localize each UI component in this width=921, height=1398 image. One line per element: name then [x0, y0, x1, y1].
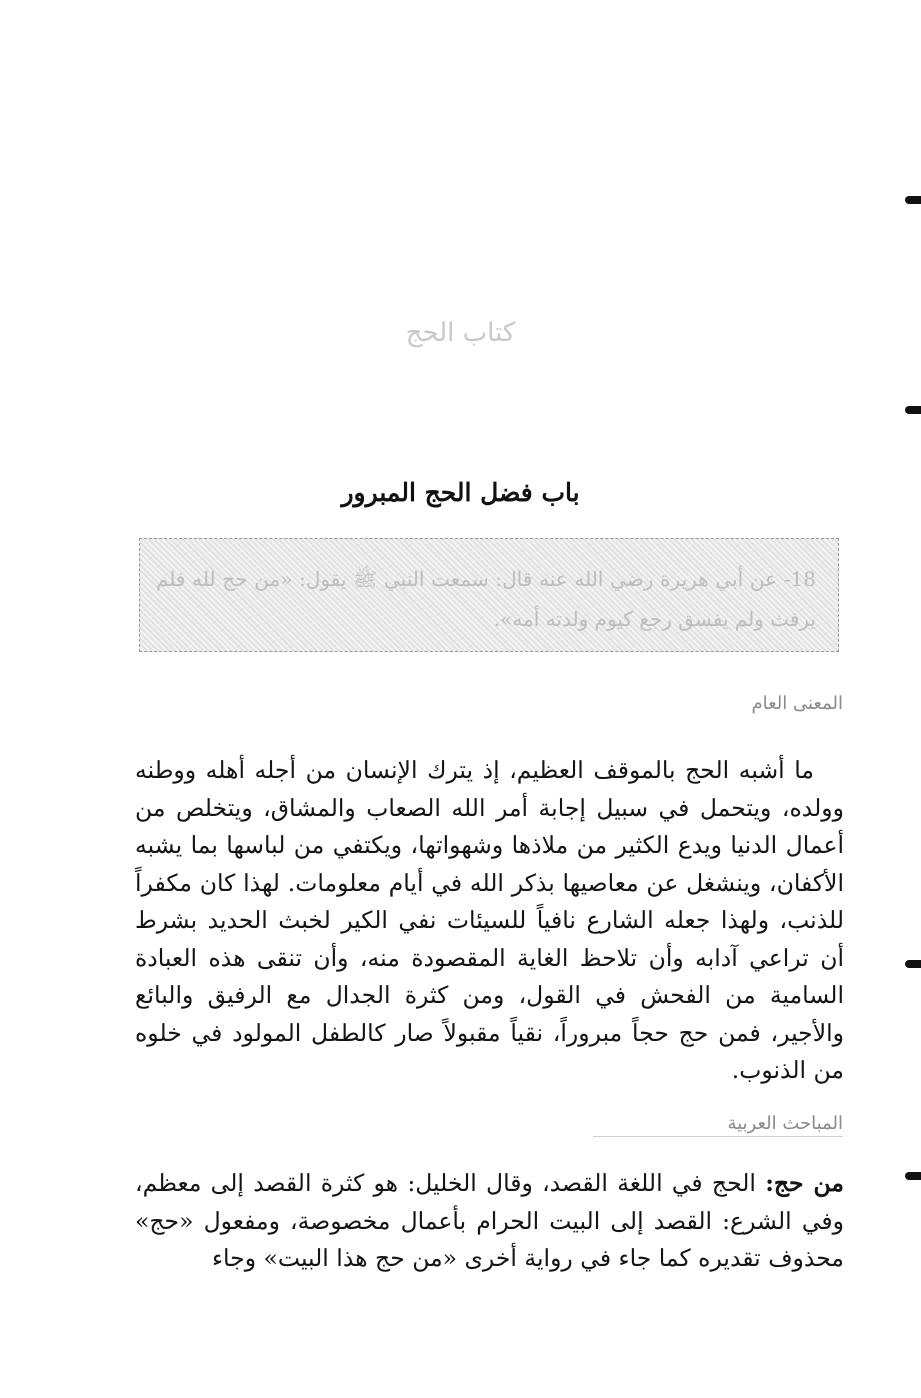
arabic-studies-text: الحج في اللغة القصد، وقال الخليل: هو كثرة القصد إلى معظم، وفي الشرع: القصد إلى البيت الحرام بأعمال مخصوصة، ومفعول «حج» محذوف تقديره كما جاء في رواية أخرى «من حج هذا البيت» وجاء — [135, 1169, 844, 1272]
arabic-studies-paragraph — [135, 1165, 844, 1278]
page-edge-mark — [905, 1172, 921, 1180]
page-edge-mark — [905, 406, 921, 414]
arabic-studies-term: من حج: — [765, 1169, 844, 1197]
hadith-text: 18- عن أبي هريرة رضي الله عنه قال: سمعت النبي ﷺ يقول: «من حج لله فلم يرفث ولم يفسق رجع كيوم ولدته أمه». — [156, 567, 816, 631]
chapter-title: باب فضل الحج المبرور — [341, 478, 580, 507]
general-meaning-paragraph — [135, 752, 844, 1090]
section-heading-general-meaning: المعنى العام — [751, 693, 843, 714]
page-edge-mark — [905, 196, 921, 204]
general-meaning-text: ما أشبه الحج بالموقف العظيم، إذ يترك الإنسان من أجله أهله ووطنه وولده، ويتحمل في سبيل إجابة أمر الله الصعاب والمشاق، ويتخلص من أعمال الدنيا ويدع الكثير من ملاذها وشهواتها، ويكتفي من لباسها بما يشبه الأكفان، وينشغل عن معاصيها بذكر الله في أيام معلومات. لهذا كان مكفراً للذنب، ولهذا جعله الشارع نافياً للسيئات نفي الكير لخبث الحديد بشرط أن تراعي آدابه وأن تلاحظ الغاية المقصودة منه، وأن تنقى هذه العبادة السامية من الفحش في القول، ومن كثرة الجدال مع الرفيق والبائع والأجير، فمن حج حجاً مبروراً، نقياً مقبولاً صار كالطفل المولود في خلوه من الذنوب. — [135, 756, 844, 1084]
section-heading-arabic-studies: المباحث العربية — [593, 1113, 843, 1137]
book-title: كتاب الحج — [405, 318, 516, 348]
page-edge-mark — [905, 960, 921, 968]
hadith-box — [139, 538, 839, 652]
